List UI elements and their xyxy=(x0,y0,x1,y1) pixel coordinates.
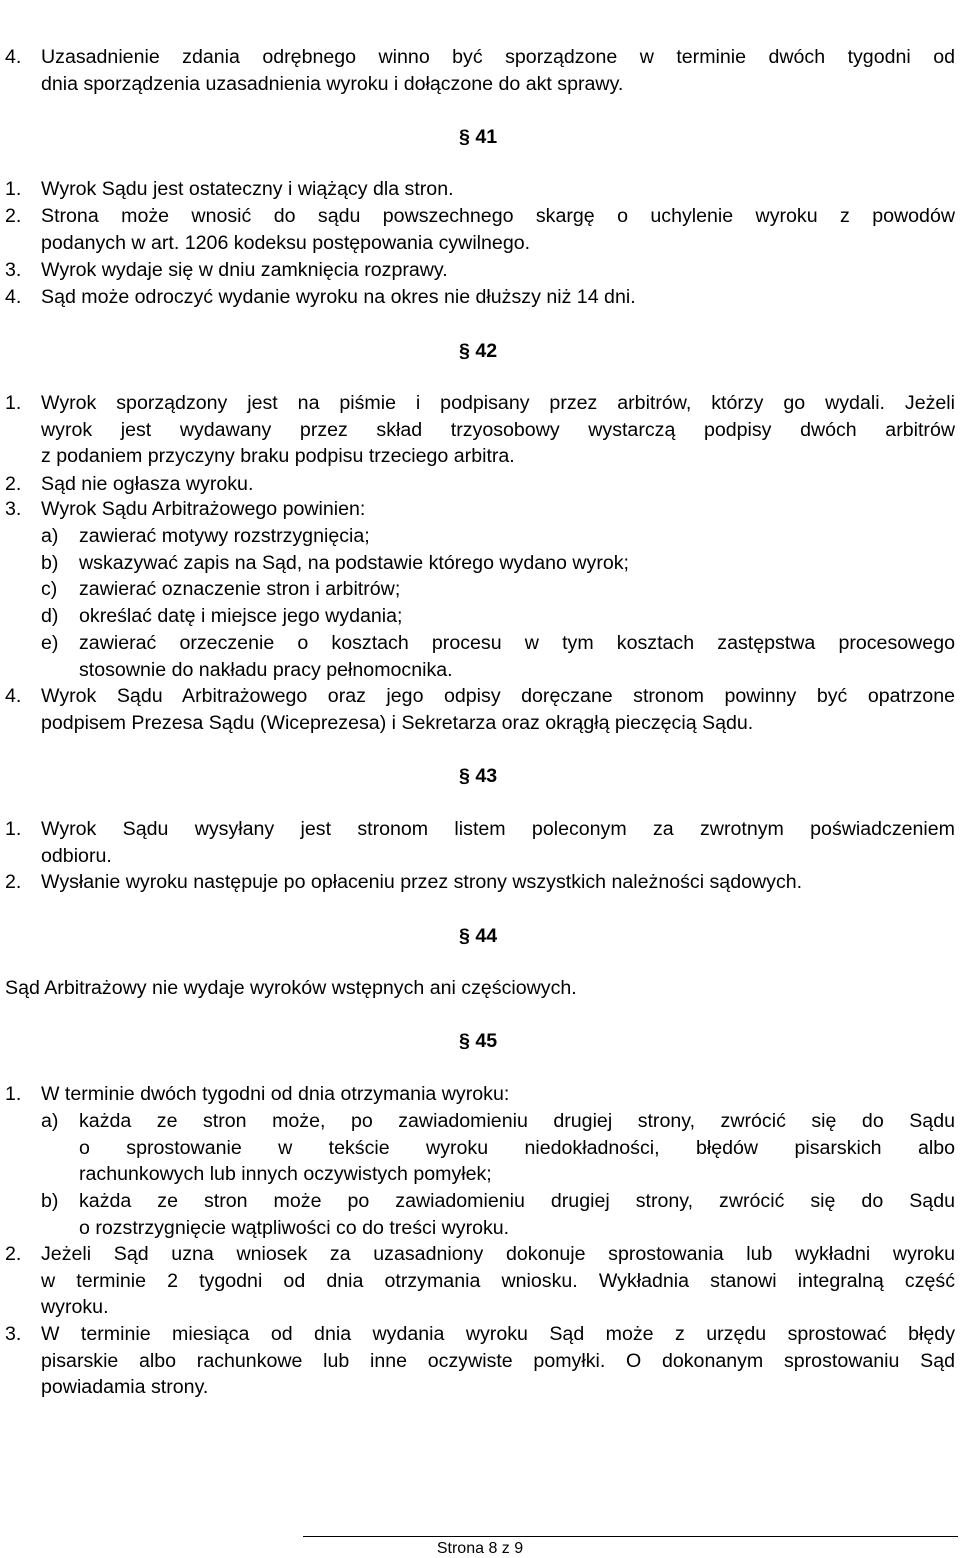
sub-text: wskazywać zapis na Sąd, na podstawie którego wydano wyrok; xyxy=(79,552,629,574)
text-line: dnia sporządzenia uzasadnienia wyroku i dołączone do akt sprawy. xyxy=(41,72,624,95)
paragraph: Sąd Arbitrażowy nie wydaje wyroków wstępnych ani częściowych. xyxy=(5,977,577,999)
text-line: wyrok jest wydawany przez skład trzyosobowy wystarczą podpisy dwóch arbitrów xyxy=(41,418,955,441)
item-text: Wysłanie wyroku następuje po opłaceniu przez strony wszystkich należności sądowych. xyxy=(41,871,803,893)
item-number: 3. xyxy=(5,259,22,281)
section-heading-45: § 45 xyxy=(459,1030,498,1052)
item-text xyxy=(41,683,955,736)
sub-letter: b) xyxy=(41,1190,59,1212)
text-line: W terminie miesiąca od dnia wydania wyroku Sąd może z urzędu sprostować błędy xyxy=(41,1323,955,1345)
sub-letter: b) xyxy=(41,552,59,574)
section-heading-44: § 44 xyxy=(459,925,498,947)
text-line: zawierać orzeczenie o kosztach procesu w tym kosztach zastępstwa procesowego xyxy=(79,632,955,654)
text-line: Jeżeli Sąd uzna wniosek za uzasadniony dokonuje sprostowania lub wykładni wyroku xyxy=(41,1243,955,1265)
item-number: 1. xyxy=(5,178,22,200)
item-text xyxy=(41,816,955,869)
item-number: 4. xyxy=(5,286,22,308)
text-line: o sprostowanie w tekście wyroku niedokładności, błędów pisarskich albo xyxy=(79,1136,955,1159)
item-number: 1. xyxy=(5,392,22,414)
text-line: Wyrok Sądu wysyłany jest stronom listem poleconym za zwrotnym poświadczeniem xyxy=(41,818,955,840)
item-text: Wyrok Sądu jest ostateczny i wiążący dla stron. xyxy=(41,178,454,200)
item-number: 4. xyxy=(5,46,22,68)
item-number: 2. xyxy=(5,205,22,227)
sub-text: zawierać motywy rozstrzygnięcia; xyxy=(79,525,370,547)
text-line: podpisem Prezesa Sądu (Wiceprezesa) i Sekretarza oraz okrągłą pieczęcią Sądu. xyxy=(41,711,754,734)
section-heading-43: § 43 xyxy=(459,765,498,787)
item-text xyxy=(41,390,955,470)
item-text: Wyrok wydaje się w dniu zamknięcia rozprawy. xyxy=(41,259,448,281)
item-number: 1. xyxy=(5,1083,22,1105)
item-number: 3. xyxy=(5,498,22,520)
text-line: rachunkowych lub innych oczywistych pomyłek; xyxy=(79,1163,492,1185)
text-line: powiadamia strony. xyxy=(41,1376,209,1398)
text-line: Uzasadnienie zdania odrębnego winno być sporządzone w terminie dwóch tygodni od xyxy=(41,46,955,68)
text-line: z podaniem przyczyny braku podpisu trzeciego arbitra. xyxy=(41,445,515,467)
sub-text: określać datę i miejsce jego wydania; xyxy=(79,605,403,627)
item-text xyxy=(41,1241,955,1321)
sub-letter: e) xyxy=(41,632,59,654)
section-heading-42: § 42 xyxy=(459,340,498,362)
item-text: W terminie dwóch tygodni od dnia otrzymania wyroku: xyxy=(41,1083,510,1105)
text-line: Wyrok Sądu Arbitrażowego oraz jego odpisy doręczane stronom powinny być opatrzone xyxy=(41,685,955,707)
text-line: odbioru. xyxy=(41,844,112,867)
item-text xyxy=(41,203,955,256)
section-heading-41: § 41 xyxy=(459,126,498,148)
sub-text xyxy=(79,1188,955,1241)
item-text: Sąd nie ogłasza wyroku. xyxy=(41,473,254,495)
text-line: Strona może wnosić do sądu powszechnego skargę o uchylenie wyroku z powodów xyxy=(41,205,955,227)
footer-divider xyxy=(303,1536,958,1537)
item-text xyxy=(41,1321,955,1401)
item-text xyxy=(41,44,955,97)
text-line: stosownie do nakładu pracy pełnomocnika. xyxy=(79,658,453,681)
item-number: 2. xyxy=(5,871,22,893)
page-number: Strona 8 z 9 xyxy=(436,1540,524,1557)
item-number: 1. xyxy=(5,818,22,840)
sub-letter: a) xyxy=(41,1110,59,1132)
item-number: 3. xyxy=(5,1323,22,1345)
item-text: Wyrok Sądu Arbitrażowego powinien: xyxy=(41,498,366,520)
item-text: Sąd może odroczyć wydanie wyroku na okres nie dłuższy niż 14 dni. xyxy=(41,286,636,308)
item-number: 2. xyxy=(5,1243,22,1265)
text-line: w terminie 2 tygodni od dnia otrzymania wniosku. Wykładnia stanowi integralną część xyxy=(41,1269,955,1292)
sub-text xyxy=(79,1108,955,1188)
sub-letter: a) xyxy=(41,525,59,547)
text-line: podanych w art. 1206 kodeksu postępowania cywilnego. xyxy=(41,231,531,254)
item-number: 4. xyxy=(5,685,22,707)
sub-letter: c) xyxy=(41,578,58,600)
sub-text xyxy=(79,630,955,683)
text-line: pisarskie albo rachunkowe lub inne oczywiste pomyłki. O dokonanym sprostowaniu Sąd xyxy=(41,1349,955,1372)
text-line: o rozstrzygnięcie wątpliwości co do treści wyroku. xyxy=(79,1216,510,1239)
sub-letter: d) xyxy=(41,605,59,627)
text-line: każda ze stron może, po zawiadomieniu drugiej strony, zwrócić się do Sądu xyxy=(79,1110,955,1132)
sub-text: zawierać oznaczenie stron i arbitrów; xyxy=(79,578,401,600)
text-line: Wyrok sporządzony jest na piśmie i podpisany przez arbitrów, którzy go wydali. Jeżeli xyxy=(41,392,955,414)
text-line: wyroku. xyxy=(41,1296,109,1318)
item-number: 2. xyxy=(5,473,22,495)
text-line: każda ze stron może po zawiadomieniu drugiej strony, zwrócić się do Sądu xyxy=(79,1190,955,1212)
